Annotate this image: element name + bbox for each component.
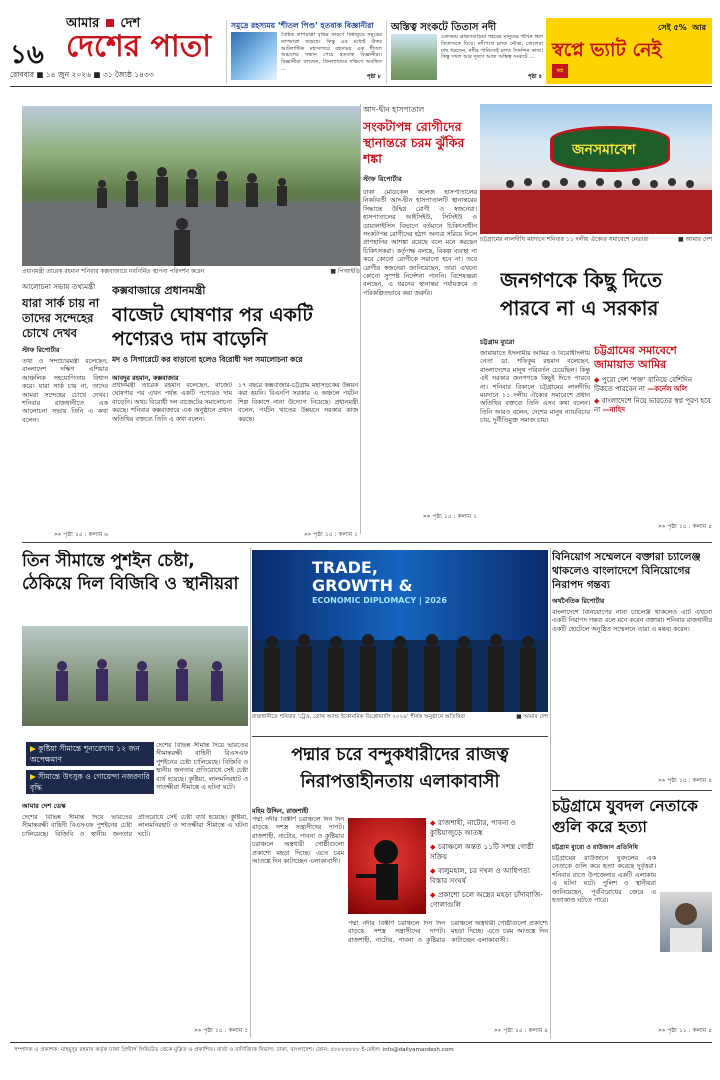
rally-crowd: [480, 104, 712, 234]
saarc-story[interactable]: [22, 282, 108, 540]
budget-headline: বাজেট ঘোষণার পর একটি পণ্যেরও দাম বাড়েনি: [112, 304, 313, 350]
footer-rule: [10, 1042, 712, 1043]
section-divider-2: [252, 736, 548, 737]
padma-bullet-4: ◆ প্রকাশ্যে চলে অস্ত্রের মহড়া চাঁদাবাজি-গোলাগুলি: [430, 890, 543, 909]
budget-col-2: ১৭ বছরে কক্সবাজার-চট্টগ্রাম মহাসড়কের উন্নয়ন করা হয়নি। বিএনপি সরকার এ অঞ্চলে পর্যটন শিল্প বিকাশে নানা উদ্যোগ নিয়েছে। প্রধানমন্ত্রী বলেন, পর্যটন খাতের উন্নয়নে সরকার কাজ করছে।: [238, 382, 358, 423]
invest-headline: বিনিয়োগ সম্মেলনে বক্তারা চ্যালেঞ্জ থাকলেও বাংলাদেশে বিনিয়োগের নিরাপদ গন্তব্য: [552, 551, 701, 591]
teaser-ocean-headline: সমুদ্রে রহস্যময় ‘শীতল পিণ্ড’ হতবাক বিজ্ঞানীরা: [231, 21, 374, 30]
tag-arrow-icon: ▶: [30, 744, 39, 753]
padma-continue[interactable]: »» পৃষ্ঠা ১৫ : কলাম ৪: [493, 1027, 548, 1034]
saarc-continue[interactable]: »» পৃষ্ঠা ১৫ : কলাম ৬: [53, 531, 108, 538]
budget-story[interactable]: [112, 282, 358, 540]
budget-col-1: প্রধানমন্ত্রী তারেক রহমান বলেছেন, বাজেট ঘোষণার পর এখন পর্যন্ত একটি পণ্যেরও দাম বাড়েনি। অথচ বিরোধী দল বাজেটের সমালোচনা করছে। শনিবার কক্সবাজারে এক অনুষ্ঠানে প্রধান অতিথির বক্তব্যে তিনি এ কথা বলেন।: [112, 382, 232, 423]
padma-bullets: [430, 818, 548, 910]
saarc-kicker: আলোচনা সভায় তথ্যমন্ত্রী: [22, 282, 96, 291]
invest-story[interactable]: [552, 550, 712, 786]
rally-photo-credit: ■ আমার দেশ: [678, 236, 712, 243]
lead-headline: সংকটাপন্ন রোগীদের স্থানান্তরে চরম ঝুঁকির শঙ্কা: [363, 119, 465, 166]
teaser-titas-headline: অস্তিত্ব সংকটে তিতাস নদী: [391, 22, 497, 33]
rally-sidebar-headline: চট্টগ্রামের সমাবেশে জামায়াত আমির: [594, 344, 677, 371]
saarc-headline: যারা সার্ক চায় না তাদের সন্দেহের চোখে দেখব: [22, 296, 100, 340]
teaser-ocean-page: পৃষ্ঠা ৮: [366, 74, 381, 80]
footer-imprint: সম্পাদক ও প্রকাশক: মাহমুদুর রহমান কর্তৃক ঢাকা প্রিন্টার্স লিমিটেড থেকে মুদ্রিত ও প্রকাশিত। বার্তা ও বাণিজ্যিক বিভাগ: ঢাকা, বাংলাদেশ। ফোন: ৫৮৮৮৮৮৮৮ ই-মেইল: info@dailyamardesh.com: [14, 1047, 454, 1053]
teaser-titas-page: পৃষ্ঠা ৫: [527, 74, 542, 80]
lead-text: ঢাকা মেডিকেল কলেজ হাসপাতালের নিকটবর্তী আদ-দ্বীন হাসপাতালটি স্থানান্তরের সিদ্ধান্তে উদ্বিগ্ন রোগী ও স্বজনেরা। হাসপাতালের আইসিইউ, সিসিইউ ও ডায়ালাইসিস বিভাগে বর্তমানে চিকিৎসাধীন সংকটাপন্ন রোগীদের হঠাৎ অন্যত্র সরিয়ে নিলে প্রাণহানির আশঙ্কা রয়েছে বলে মনে করছেন চিকিৎসকরা। কর্তৃপক্ষ বলছে, বিকল্প ব্যবস্থা না করে কোনো রোগীকে সরানো হবে না। তবে রোগীর স্বজনেরা জানিয়েছেন, তারা এখনো কোনো সুস্পষ্ট নির্দেশনা পাননি। বিশেষজ্ঞরা বলছেন, এ ধরনের স্থানান্তর পর্যায়ক্রমে ও পরিকল্পিতভাবে করা জরুরি।: [363, 189, 477, 297]
teaser-titas-text: একসময় ব্রাহ্মণবাড়িয়া শহরের মানুষের জীবন ছিল তিতাসকে ঘিরে। নদীপথে চলত নৌকা, জেলেরা মাছ ধরতেন, নদীর পানিতেই চলত দৈনন্দিন কাজ। কিন্তু দখল আর দূষণে আজ অস্তিত্ব সংকটে ...: [441, 34, 543, 61]
teaser-ocean-text: বৈশ্বিক তাপমাত্রা বৃদ্ধির কারণে বিশ্বজুড়ে সমুদ্রের তাপমাত্রা বাড়ছে। কিন্তু এর মধ্যেই উত্তর আটলান্টিক মহাসাগরে রহস্যময় এক শীতল অঞ্চলের সন্ধান পেয়ে হতবাক বিজ্ঞানীরা। বিজ্ঞানীরা বলছেন, গ্রিনল্যান্ডের দক্ষিণে অবস্থিত ...: [281, 32, 382, 72]
lead-story[interactable]: [363, 104, 477, 534]
brand-box-icon: [106, 19, 114, 27]
pushin-side-text: দেশের বিভিন্ন সীমান্ত দিয়ে ভারতের সীমান্তরক্ষী বাহিনী বিএসএফ পুশইনের চেষ্টা চালিয়েছে। বিজিবি ও স্থানীয় জনতার প্রতিরোধে সেই চেষ্টা ব্যর্থ হয়েছে। কুষ্টিয়া, লালমনিরহাট ও সাতক্ষীরা সীমান্তে এ ঘটনা ঘটে।: [156, 742, 248, 792]
rally-sidebar-item-2: ◆ বাংলাদেশে নিয়ে ভারতের স্বপ্ন পূরণ হবে না —নাহিদ: [594, 397, 711, 414]
conference-banner-l3: ECONOMIC DIPLOMACY | 2026: [312, 596, 447, 605]
padma-bullet-2: ◆ চরাঞ্চলে অন্তত ১১টি সশস্ত্র গোষ্ঠী সক্রিয়: [430, 842, 534, 861]
murder-continue[interactable]: »» পৃষ্ঠা ১১ : কলাম ৪: [657, 1027, 712, 1034]
gunman-graphic: [348, 818, 426, 914]
teaser-ocean[interactable]: [226, 20, 383, 84]
invest-text: বাংলাদেশে বিনিয়োগের নানা চ্যালেঞ্জ থাকলেও এটি এখনো একটি নিরাপদ গন্তব্য বলে মনে করেন বক্তারা। শনিবার রাজধানীর একটি হোটেলে অনুষ্ঠিত সম্মেলনে তারা এ মন্তব্য করেন।: [552, 609, 712, 633]
rally-sidebar: [594, 344, 712, 444]
pm-photo-caption: প্রধানমন্ত্রী তারেক রহমান শনিবার কক্সবাজারে নবনির্মিত স্থাপনা পরিদর্শন করেন ■ পিআইডি: [22, 268, 360, 275]
brand-amar: আমার: [66, 16, 100, 31]
masthead: [10, 10, 222, 82]
padma-bullet-1: ◆ রাজশাহী, নাটোর, পাবনা ও কুষ্টিয়াজুড়ে আতঙ্ক: [430, 818, 516, 837]
conference-people: [252, 550, 548, 712]
bullet-icon: ◆: [430, 818, 439, 827]
rally-text: জামায়াতে ইসলামীর আমির ও বিরোধীদলীয় নেতা ডা. শফিকুর রহমান বলেছেন, বাংলাদেশের মানুষ পরিবর্তন চেয়েছিল। কিন্তু এই সরকার জনগণকে কিছুই দিতে পারবে না। শনিবার বিকালে চট্টগ্রামের লালদীঘি ময়দানে ১১ দলীয় ঐক্যের সমাবেশে প্রধান অতিথির বক্তব্যে তিনি এসব কথা বলেন। তিনি আরও বলেন, দেশের মানুষ ন্যায়বিচার চায়, দুর্নীতিমুক্ত সমাজ চায়।: [480, 350, 590, 425]
murder-story[interactable]: [552, 796, 712, 1036]
pushin-headline[interactable]: তিন সীমান্তে পুশইন চেষ্টা, ঠেকিয়ে দিল বিজিবি ও স্থানীয়রা: [22, 551, 239, 594]
victim-photo: [660, 892, 712, 952]
padma-story: [252, 806, 548, 1036]
section-title: দেশের পাতা: [66, 29, 211, 64]
padma-headline[interactable]: পদ্মার চরে বন্দুকধারীদের রাজত্ব নিরাপত্তাহীনতায় এলাকাবাসী: [291, 745, 509, 792]
rally-banner-text: জনসমাবেশ: [572, 142, 636, 158]
lead-byline: স্টাফ রিপোর্টার: [363, 175, 402, 183]
bullet-icon: ◆: [594, 376, 602, 384]
invest-byline: অর্থনৈতিক রিপোর্টার: [552, 597, 605, 605]
saarc-byline: স্টাফ রিপোর্টার: [22, 346, 60, 354]
padma-bullet-3: ◆ বালুমহাল, চর দখল ও আধিপত্য বিস্তার সংঘর্ষ: [430, 866, 530, 885]
invest-continue[interactable]: »» পৃষ্ঠা ১৫ : কলাম ৪: [657, 777, 712, 784]
gunman-icon: [348, 818, 426, 914]
border-photo: [22, 626, 248, 726]
victim-portrait-icon: [660, 892, 712, 952]
masthead-rule: [10, 86, 712, 87]
teaser-ocean-photo: [231, 32, 277, 80]
budget-byline: আবদুর রহমান, কক্সবাজার: [112, 374, 179, 382]
rally-continue[interactable]: »» পৃষ্ঠা ১৫ : কলাম ৪: [657, 523, 712, 530]
padma-text-col-2: পদ্মা নদীর বিস্তীর্ণ চরাঞ্চলে দিন দিন বাড়ছে সশস্ত্র সন্ত্রাসীদের দাপট। রাজশাহী, নাটোর, পাবনা ও কুষ্টিয়ার চরাঞ্চলে অস্ত্রধারী গোষ্ঠীগুলো প্রকাশ্যে মহড়া দিচ্ছে। এতে চরম আতঙ্কে দিন কাটাচ্ছেন এলাকাবাসী।: [348, 920, 548, 944]
pushin-byline: আমার দেশ ডেস্ক: [22, 802, 66, 810]
bullet-icon: ◆: [430, 866, 439, 875]
lead-divider: [360, 104, 361, 534]
vat-advertisement[interactable]: [546, 18, 712, 84]
budget-kicker: কক্সবাজারে প্রধানমন্ত্রী: [112, 284, 206, 297]
budget-continue[interactable]: »» পৃষ্ঠা ১৫ : কলাম ১: [303, 531, 358, 538]
murder-headline: চট্টগ্রামে যুবদল নেতাকে গুলি করে হত্যা: [552, 797, 698, 836]
conference-banner-l2: GROWTH &: [312, 576, 413, 595]
padma-byline: মহিম উদ্দিন, রাজশাহী: [252, 807, 309, 815]
pushin-tag-1: ▶ কুষ্টিয়া সীমান্তে শূন্যরেখায় ১২ জন অপেক্ষমাণ: [26, 742, 154, 766]
col-divider-b: [550, 548, 551, 1038]
rally-sidebar-item-1: ◆ পুরো দেশ ‘শক্ত’ বানিয়ে বেশিদিন টিকতে পারবেন না —কর্নেল অলি: [594, 376, 693, 393]
pushin-story: [22, 800, 248, 1036]
pushin-continue[interactable]: »» পৃষ্ঠা ১৫ : কলাম ১: [193, 1027, 248, 1034]
pm-photo: [22, 106, 360, 266]
ad-brand-logo: স্বপ্ন: [552, 64, 568, 78]
rally-photo: [480, 104, 712, 234]
page-number: ১৬: [10, 40, 44, 70]
rally-photo-caption: চট্টগ্রামের লালদীঘি ময়দানে শনিবার ১১ দলীয় ঐক্যের সমাবেশে নেতারা ■ আমার দেশ: [480, 236, 712, 243]
pushin-text: দেশের বিভিন্ন সীমান্ত দিয়ে ভারতের সীমান্তরক্ষী বাহিনী বিএসএফ পুশইনের চেষ্টা চালিয়েছে। বিজিবি ও স্থানীয় জনতার প্রতিরোধে সেই চেষ্টা ব্যর্থ হয়েছে। কুষ্টিয়া, লালমনিরহাট ও সাতক্ষীরা সীমান্তে এ ঘটনা ঘটে।: [22, 814, 248, 838]
budget-subhead: মদ ও সিগারেটে কর বাড়ানো হলেও বিরোধী দল সমালোচনা করে: [112, 355, 303, 364]
pm-photo-ground: [22, 202, 360, 266]
teaser-titas-photo: [391, 34, 437, 80]
pushin-tag-2: ▶ সীমান্তে উৎসুক ও গোয়েন্দা নজরদারি বৃদ্ধি: [26, 770, 154, 794]
saarc-text: তথ্য ও সম্প্রচারমন্ত্রী বলেছেন, বাংলাদেশ দক্ষিণ এশিয়ার আঞ্চলিক সহযোগিতায় বিশ্বাস করে। যারা সার্ক চায় না, তাদের আমরা সন্দেহের চোখে দেখব। শনিবার রাজধানীতে এক আলোচনা সভায় তিনি এ কথা বলেন।: [22, 358, 108, 424]
rally-headline[interactable]: জনগণকে কিছু দিতে পারবে না এ সরকার: [500, 268, 663, 320]
murder-text: চট্টগ্রামের রাউজানে যুবদলের এক নেতাকে গুলি করে হত্যা করেছে দুর্বৃত্তরা। শনিবার রাতে উপজেলার একটি এলাকায় এ ঘটনা ঘটে। পুলিশ ও স্থানীয়রা জানিয়েছেন, পূর্ববিরোধের জেরে এ হত্যাকাণ্ড ঘটতে পারে।: [552, 855, 656, 905]
ad-line-small: সেই ৫% আর: [658, 23, 706, 32]
bullet-icon: ◆: [594, 397, 602, 405]
col-divider-a: [250, 548, 251, 1038]
teaser-titas[interactable]: [386, 20, 544, 84]
conference-photo: [252, 550, 548, 712]
conference-banner-l1: TRADE,: [312, 558, 378, 577]
lead-kicker: আদ-দ্বীন হাসপাতাল: [363, 105, 425, 114]
section-divider-1: [22, 542, 712, 543]
padma-text-col-1: পদ্মা নদীর বিস্তীর্ণ চরাঞ্চলে দিন দিন বাড়ছে সশস্ত্র সন্ত্রাসীদের দাপট। রাজশাহী, নাটোর, পাবনা ও কুষ্টিয়ার চরাঞ্চলে অস্ত্রধারী গোষ্ঠীগুলো প্রকাশ্যে মহড়া দিচ্ছে। এতে চরম আতঙ্কে দিন কাটাচ্ছেন এলাকাবাসী।: [252, 816, 344, 866]
pm-photo-credit: ■ পিআইডি: [330, 268, 360, 275]
lead-continue[interactable]: »» পৃষ্ঠা ১৫ : কলাম ১: [422, 513, 477, 520]
bullet-icon: ◆: [430, 842, 439, 851]
bullet-icon: ◆: [430, 890, 439, 899]
pm-photo-figures: [22, 106, 360, 266]
rally-byline: চট্টগ্রাম ব্যুরো: [480, 338, 515, 346]
brand-desh: দেশ: [120, 16, 141, 31]
section-divider-3: [552, 790, 712, 791]
ad-main: স্বপ্নে ভ্যাট নেই: [552, 39, 662, 61]
tag-arrow-icon: ▶: [30, 772, 39, 781]
border-photo-figures: [22, 626, 248, 726]
murder-byline: চট্টগ্রাম ব্যুরো ও রাউজান প্রতিনিধি: [552, 844, 638, 851]
date-line: রোববার ■ ১৪ জুন ২০২৬ ■ ৩১ জ্যৈষ্ঠ ১৪৩৩: [10, 70, 154, 79]
conference-credit: ■ আমার দেশ: [516, 714, 548, 720]
conference-caption: রাজধানীতে শনিবার ‘ট্রেড, গ্রোথ অ্যান্ড ইকোনমিক ডিপ্লোম্যাসি ২০২৬’ শীর্ষক অনুষ্ঠানে অতিথিরা ■ আমার দেশ: [252, 714, 548, 720]
